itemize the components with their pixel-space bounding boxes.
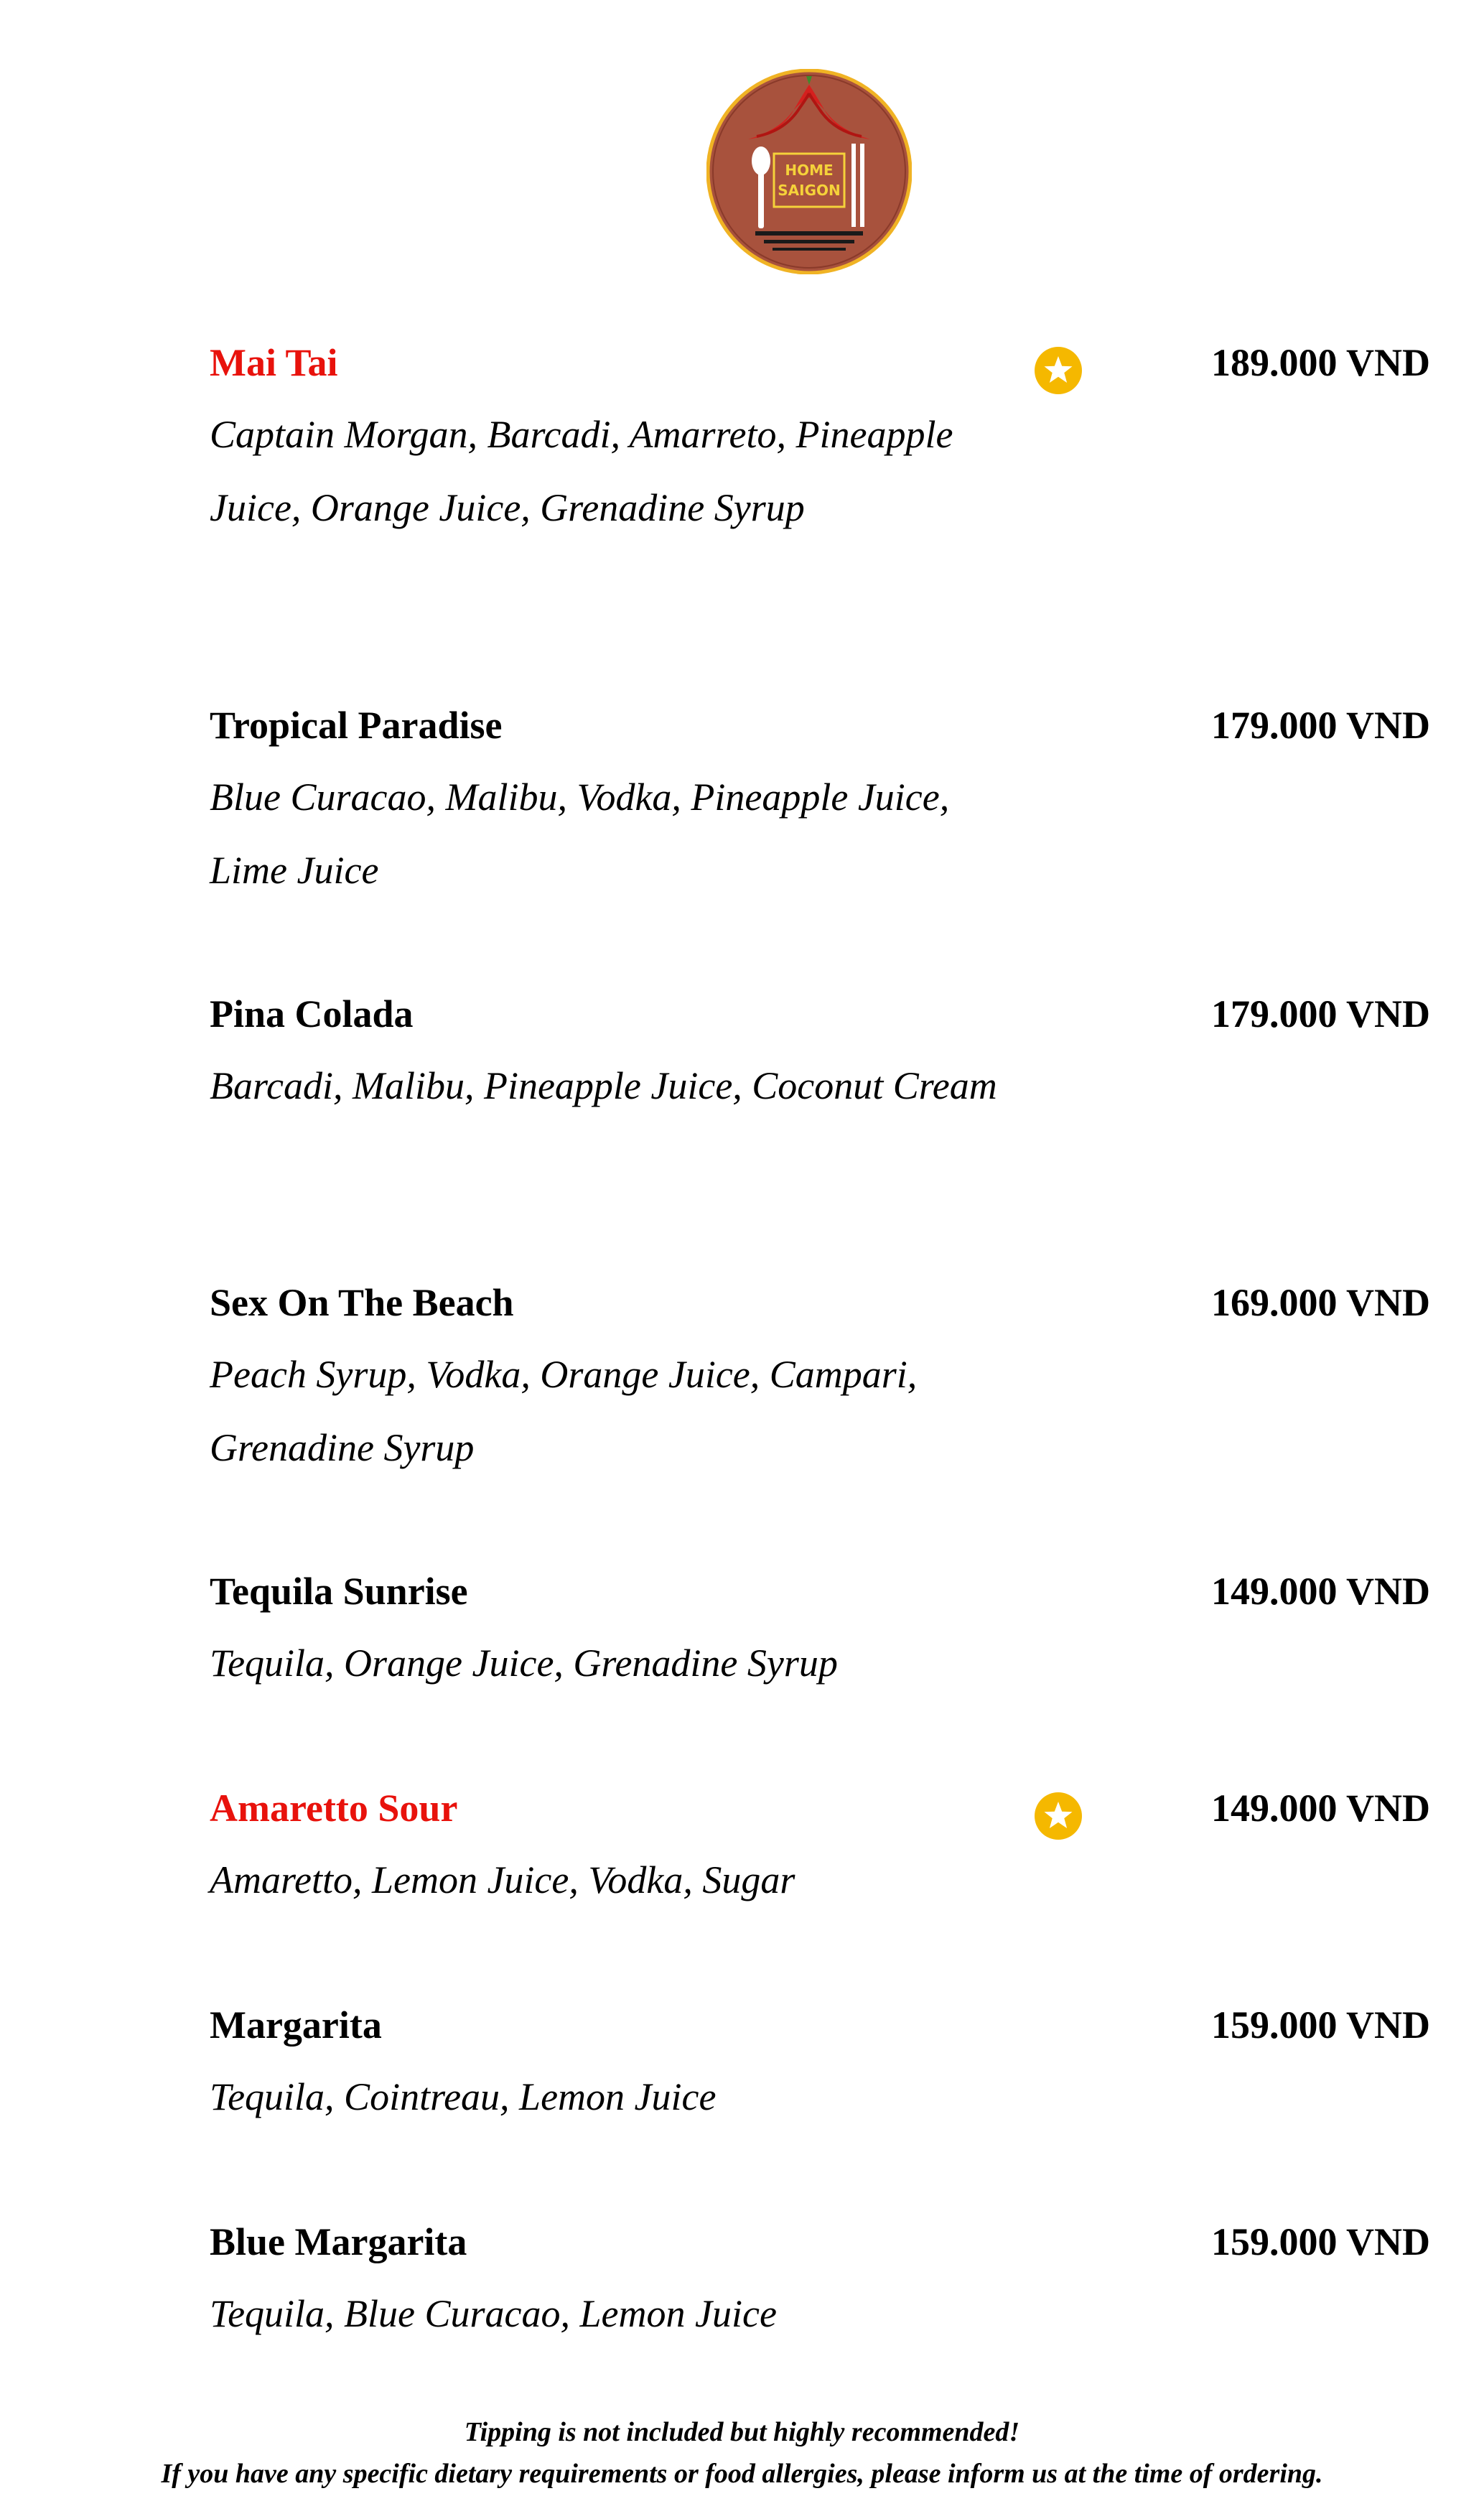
item-description: Peach Syrup, Vodka, Orange Juice, Campari, Grenadine Syrup — [210, 1353, 918, 1469]
item-price: 149.000 VND — [1210, 1787, 1430, 1830]
item-price: 179.000 VND — [1210, 704, 1430, 747]
item-description: Barcadi, Malibu, Pineapple Juice, Coconut Cream — [210, 1064, 997, 1107]
item-price: 169.000 VND — [1210, 1281, 1430, 1324]
tipping-note: Tipping is not included but highly recommended! — [464, 2417, 1020, 2447]
item-price: 149.000 VND — [1210, 1570, 1430, 1613]
item-name: Tequila Sunrise — [210, 1570, 468, 1613]
item-name: Amaretto Sour — [210, 1787, 458, 1830]
item-description: Tequila, Cointreau, Lemon Juice — [210, 2075, 717, 2118]
allergy-note: If you have any specific dietary requirements or food allergies, please inform us at the time of ordering. — [161, 2459, 1323, 2489]
cocktail-menu — [210, 0, 1430, 2370]
item-name: Blue Margarita — [210, 2220, 467, 2263]
item-name: Sex On The Beach — [210, 1281, 514, 1324]
star-badge-icon — [1034, 1792, 1083, 1840]
item-description: Amaretto, Lemon Juice, Vodka, Sugar — [210, 1858, 795, 1901]
item-name: Mai Tai — [210, 341, 338, 384]
item-name: Tropical Paradise — [210, 704, 503, 747]
item-description: Captain Morgan, Barcadi, Amarreto, Pineapple Juice, Orange Juice, Grenadine Syrup — [210, 413, 953, 529]
item-description: Tequila, Orange Juice, Grenadine Syrup — [210, 1642, 838, 1685]
item-price: 159.000 VND — [1210, 2220, 1430, 2263]
menu-footer — [0, 2411, 1484, 2495]
logo-text-saigon: SAIGON — [778, 182, 841, 199]
item-price: 189.000 VND — [1210, 341, 1430, 384]
item-price: 159.000 VND — [1210, 2003, 1430, 2047]
item-name: Margarita — [210, 2003, 382, 2047]
item-description: Blue Curacao, Malibu, Vodka, Pineapple Juice, Lime Juice — [210, 776, 950, 892]
item-name: Pina Colada — [210, 992, 414, 1035]
item-description: Tequila, Blue Curacao, Lemon Juice — [210, 2292, 777, 2335]
star-badge-icon — [1034, 346, 1083, 395]
logo-text-home: HOME — [785, 162, 834, 179]
item-price: 179.000 VND — [1210, 992, 1430, 1035]
